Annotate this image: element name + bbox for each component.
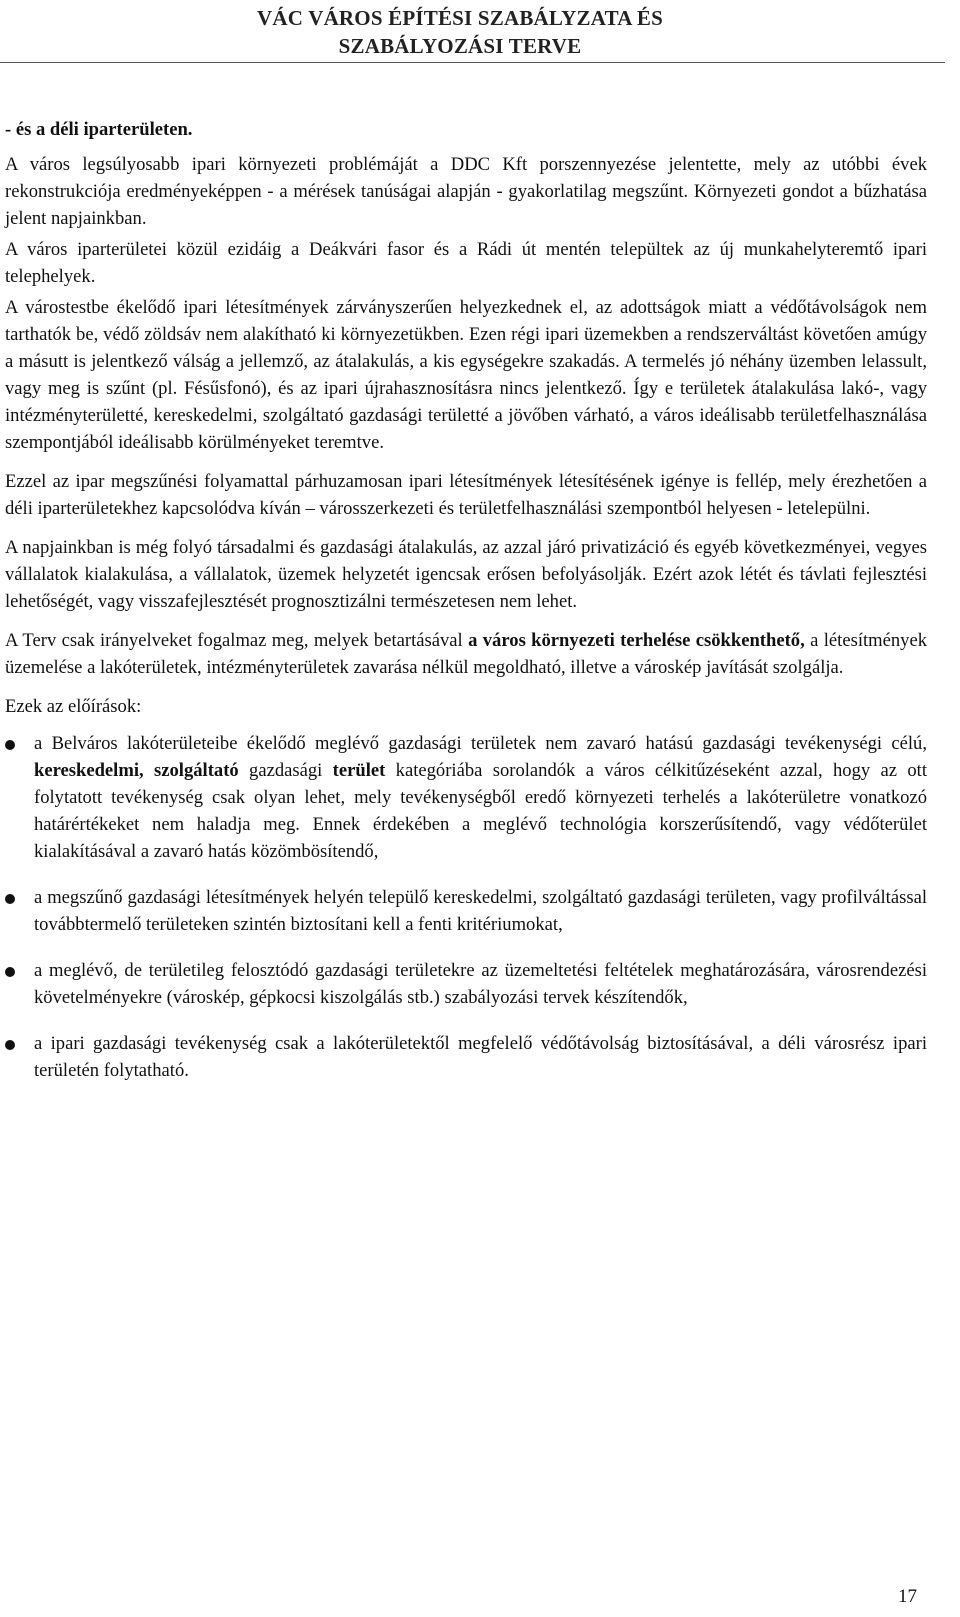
header-divider	[0, 62, 945, 63]
rule-1-text-b: gazdasági	[238, 760, 333, 781]
rule-2-text: a megszűnő gazdasági létesítmények helyén települő kereskedelmi, szolgáltató gazdasági területen, vagy profilváltással továbbtermelő területeken szintén biztosítani kell a fenti kritériumokat,	[34, 887, 927, 935]
paragraph-2: A város iparterületei közül ezidáig a Deákvári fasor és a Rádi út mentén települtek az új munkahelyteremtő ipari telephelyek.	[5, 239, 927, 287]
header-title-line-2: SZABÁLYOZÁSI TERVE	[338, 34, 582, 58]
paragraph-6-bold: a város környezeti terhelése csökkenthető,	[468, 630, 805, 651]
page-header	[200, 4, 720, 60]
rule-item-3	[5, 957, 927, 1011]
paragraph-3: A várostestbe ékelődő ipari létesítmények zárványszerűen helyezkednek el, az adottságok miatt a védőtávolságok nem tarthatók be, védő zöldsáv nem alakítható ki környezetükben. Ezen régi ipari üzemekben a rendszerváltást követően amúgy a másutt is jelentkező válság a jellemző, az átalakulás, a kis egységekre szakadás. A termelés jó néhány üzemben lelassult, vagy meg is szűnt (pl. Fésűsfonó), és az ipari újrahasznosításra nincs jelentkező. Így e területek átalakulása lakó-, vagy intézményterületté, kereskedelmi, szolgáltató gazdasági területté a jövőben várható, a város ideálisabb területfelhasználása szempontjából ideálisabb körülményeket teremtve.	[5, 297, 927, 453]
rules-list	[5, 730, 927, 1084]
rule-item-4	[5, 1030, 927, 1084]
rule-4-text: a ipari gazdasági tevékenység csak a lakóterületektől megfelelő védőtávolság biztosításával, a déli városrész ipari területén folytatható.	[34, 1033, 927, 1081]
rule-1-text-a: a Belváros lakóterületeibe ékelődő meglévő gazdasági területek nem zavaró hatású gazdasági tevékenységi célú,	[34, 733, 927, 754]
paragraph-6-text-b: a létesítmények üzemelése a lakóterületek, intézményterületek zavarása nélkül megoldható, illetve a városkép javítását szolgálja.	[5, 630, 928, 678]
bullet-icon	[5, 967, 15, 977]
rule-1-bold-2: terület	[332, 760, 386, 781]
rule-3-text: a meglévő, de területileg felosztódó gazdasági területekre az üzemeltetési feltételek meghatározására, városrendezési követelményekre (városkép, gépkocsi kiszolgálás stb.) szabályozási tervek készítendők,	[34, 960, 927, 1008]
rule-item-1	[5, 730, 927, 865]
paragraph-6-text-a: A Terv csak irányelveket fogalmaz meg, melyek betartásával	[5, 630, 469, 651]
paragraph-6	[5, 627, 927, 681]
bullet-icon	[5, 1040, 15, 1050]
bullet-icon	[5, 740, 15, 750]
bullet-icon	[5, 894, 15, 904]
lead-line: - és a déli iparterületen.	[5, 119, 193, 140]
rules-intro: Ezek az előírások:	[5, 696, 142, 717]
header-title-line-1: VÁC VÁROS ÉPÍTÉSI SZABÁLYZATA ÉS	[257, 6, 663, 30]
paragraph-5: A napjainkban is még folyó társadalmi és gazdasági átalakulás, az azzal járó privatizáció és egyéb következményei, vegyes vállalatok kialakulása, a vállalatok, üzemek helyzetét igencsak erősen befolyásolják. Ezért azok létét és távlati fejlesztési lehetőségét, vagy visszafejlesztését prognosztizálni természetesen nem lehet.	[5, 537, 927, 612]
paragraph-4: Ezzel az ipar megszűnési folyamattal párhuzamosan ipari létesítmények létesítésének igénye is fellép, mely érezhetően a déli iparterületekhez kapcsolódva kíván – városszerkezeti és területfelhasználási szempontból helyesen - letelepülni.	[5, 471, 927, 519]
rule-1-text-c: kategóriába sorolandók a város célkitűzéseként azzal, hogy az ott folytatott tevékenység csak olyan lehet, mely tevékenységből eredő környezeti terhelés a lakóterületre vonatkozó határértékeket nem haladja meg. Ennek érdekében a meglévő technológia korszerűsítendő, vagy védőterület kialakításával a zavaró hatás közömbösítendő,	[34, 760, 927, 862]
rule-item-2	[5, 884, 927, 938]
document-body	[5, 116, 927, 1103]
rule-1-bold-1: kereskedelmi, szolgáltató	[34, 760, 239, 781]
page-number: 17	[898, 1586, 917, 1607]
paragraph-1: A város legsúlyosabb ipari környezeti problémáját a DDC Kft porszennyezése jelentette, mely az utóbbi évek rekonstrukciója eredményeképpen - a mérések tanúságai alapján - gyakorlatilag megszűnt. Környezeti gondot a bűzhatása jelent napjainkban.	[5, 154, 927, 229]
